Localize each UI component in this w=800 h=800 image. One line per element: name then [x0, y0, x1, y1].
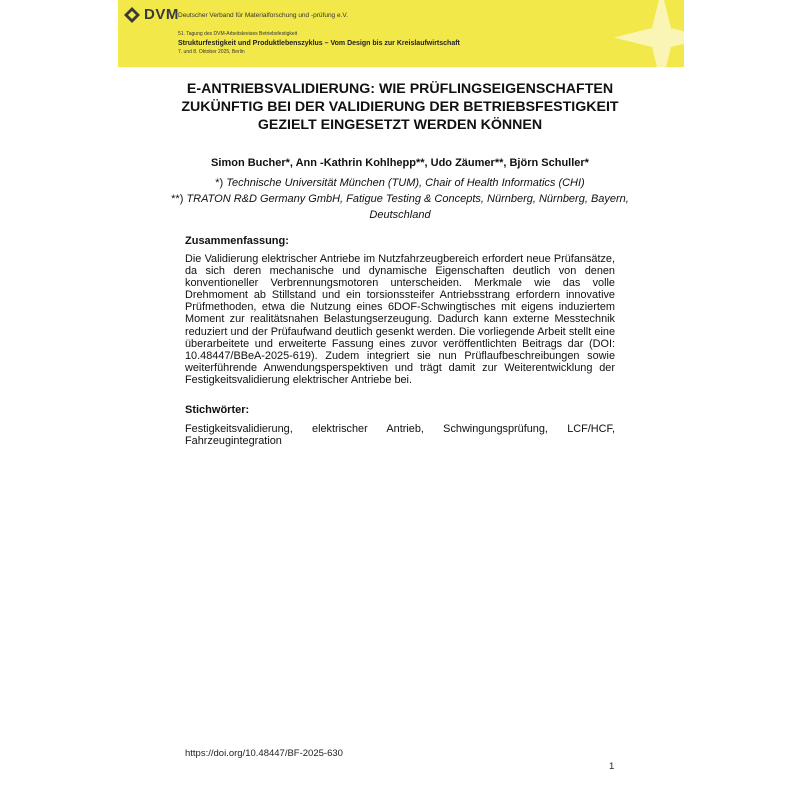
- keywords-text: Festigkeitsvalidierung, elektrischer Antrieb, Schwingungsprüfung, LCF/HCF, Fahrzeugintegration: [185, 423, 615, 448]
- affiliation-marker: *): [215, 177, 224, 189]
- affiliations: [150, 175, 650, 223]
- keywords-heading: Stichwörter:: [185, 404, 250, 416]
- affiliation-text: Technische Universität München (TUM), Chair of Health Informatics (CHI): [226, 177, 585, 189]
- dvm-logo-text: DVM: [144, 6, 179, 23]
- paper-title: E-ANTRIEBSVALIDIERUNG: WIE PRÜFLINGSEIGENSCHAFTEN ZUKÜNFTIG BEI DER VALIDIERUNG DER BETRIEBSFESTIGKEIT GEZIELT EINGESETZT WERDEN KÖNNEN: [181, 81, 619, 133]
- page-number: 1: [609, 761, 615, 772]
- abstract-heading: Zusammenfassung:: [185, 235, 289, 247]
- affiliation-marker: **): [171, 193, 184, 205]
- conference-info: [178, 32, 460, 55]
- conference-title: Strukturfestigkeit und Produktlebenszyklus – Vom Design bis zur Kreislaufwirtschaft: [178, 40, 460, 47]
- dvm-logo: [124, 7, 179, 23]
- star-graphic: [614, 0, 684, 67]
- affiliation-1: [150, 175, 650, 191]
- author-list: Simon Bucher*, Ann -Kathrin Kohlhepp**, Udo Zäumer**, Björn Schuller*: [211, 157, 589, 169]
- conference-date: 7. und 8. Oktober 2025, Berlin: [178, 49, 245, 55]
- conference-edition: 51. Tagung des DVM-Arbeitskreises Betriebsfestigkeit: [178, 31, 298, 37]
- affiliation-text: TRATON R&D Germany GmbH, Fatigue Testing & Concepts, Nürnberg, Nürnberg, Bayern, Deutschland: [186, 193, 629, 221]
- abstract-text: Die Validierung elektrischer Antriebe im Nutzfahrzeugbereich erfordert neue Prüfansätze, da sich deren mechanische und dynamische Eigenschaften deutlich von denen konventioneller Verbrennungsmotoren unterscheiden. Merkmale wie das volle Drehmoment ab Stillstand und ein torsionssteifer Antriebsstrang erfordern innovative Prüfmethoden, etwa die Nutzung eines 6DOF-Schwingtisches mit eigens induziertem Moment zur realitätsnahen Belastungserzeugung. Dadurch kann externe Messtechnik reduziert und der Prüfaufwand deutlich gesenkt werden. Die vorliegende Arbeit stellt eine überarbeitete und erweiterte Fassung eines zuvor veröffentlichten Beitrags dar (DOI: 10.48447/BBeA-2025-619). Zudem integriert sie nun Prüflaufbeschreibungen sowie weiterführende Anwendungsperspektiven und trägt damit zur Weiterentwicklung der Festigkeitsvalidierung elektrischer Antriebe bei.: [185, 253, 615, 386]
- doi-link[interactable]: https://doi.org/10.48447/BF-2025-630: [185, 748, 343, 759]
- conference-banner: [118, 0, 684, 67]
- affiliation-2: [150, 191, 650, 223]
- dvm-logo-icon: [124, 7, 140, 23]
- organization-name: Deutscher Verband für Materialforschung und -prüfung e.V.: [178, 12, 348, 19]
